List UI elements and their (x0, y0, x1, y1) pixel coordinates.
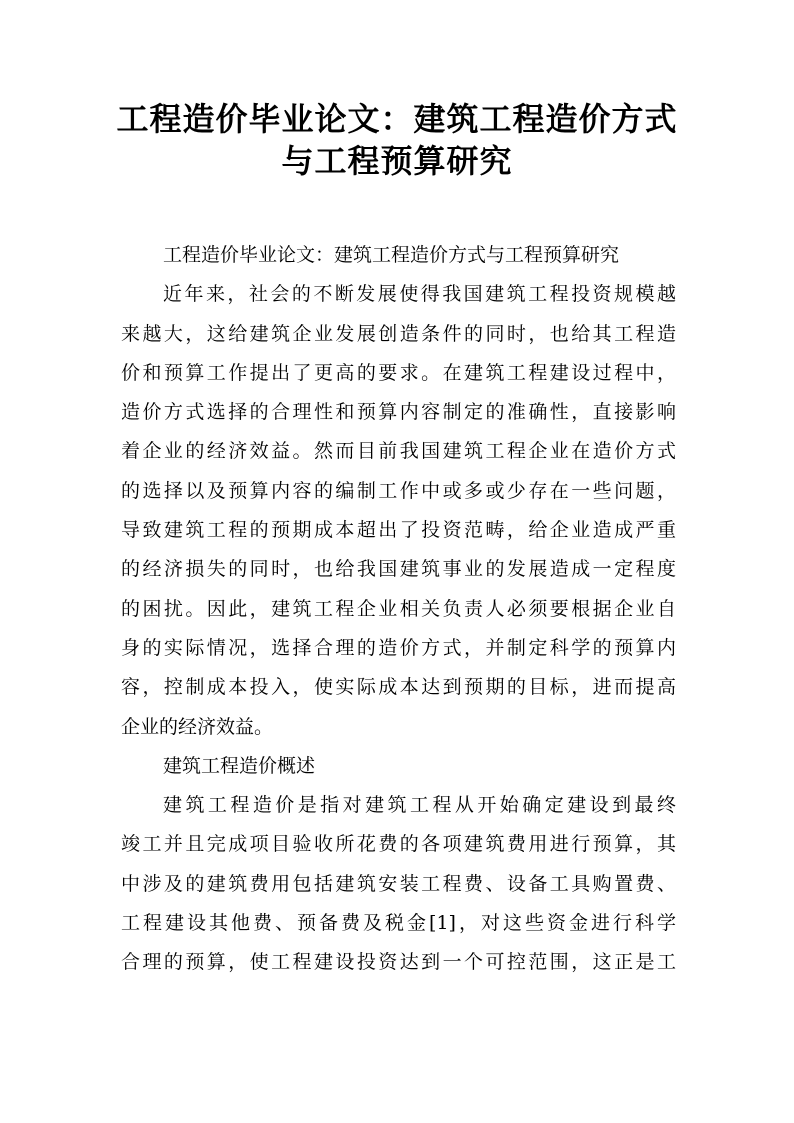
paragraph-line: 来越大，这给建筑企业发展创造条件的同时，也给其工程造 (121, 322, 676, 345)
document-title (100, 98, 694, 182)
paragraph-line: 合理的预算，使工程建设投资达到一个可控范围，这正是工 (121, 951, 676, 974)
paragraph-line: 的困扰。因此，建筑工程企业相关负责人必须要根据企业自 (121, 597, 676, 620)
paragraph-line: 造价方式选择的合理性和预算内容制定的准确性，直接影响 (121, 401, 676, 424)
title-line-1: 工程造价毕业论文：建筑工程造价方式 (116, 100, 678, 138)
paragraph-line: 建筑工程造价是指对建筑工程从开始确定建设到最终 (163, 794, 676, 817)
paragraph-line: 工程造价毕业论文：建筑工程造价方式与工程预算研究 (163, 244, 620, 266)
paragraph-line: 容，控制成本投入，使实际成本达到预期的目标，进而提高 (121, 676, 676, 699)
title-line-2: 与工程预算研究 (281, 142, 513, 180)
paragraph-line: 工程建设其他费、预备费及税金[1]，对这些资金进行科学 (121, 912, 676, 935)
paragraph-line: 企业的经济效益。 (121, 715, 274, 738)
paragraph-line: 的经济损失的同时，也给我国建筑事业的发展造成一定程度 (121, 558, 676, 581)
paragraph-line: 近年来，社会的不断发展使得我国建筑工程投资规模越 (163, 283, 676, 306)
paragraph-line: 建筑工程造价概述 (163, 754, 316, 777)
paragraph-line: 着企业的经济效益。然而目前我国建筑工程企业在造价方式 (121, 440, 676, 463)
paragraph-line: 导致建筑工程的预期成本超出了投资范畴，给企业造成严重 (121, 519, 676, 542)
paragraph-line: 中涉及的建筑费用包括建筑安装工程费、设备工具购置费、 (121, 872, 676, 895)
document-body (121, 236, 676, 983)
paragraph-line: 的选择以及预算内容的编制工作中或多或少存在一些问题， (121, 479, 676, 502)
paragraph-line: 价和预算工作提出了更高的要求。在建筑工程建设过程中， (121, 361, 676, 384)
paragraph-line: 竣工并且完成项目验收所花费的各项建筑费用进行预算，其 (121, 833, 676, 856)
paragraph-line: 身的实际情况，选择合理的造价方式，并制定科学的预算内 (121, 636, 676, 659)
